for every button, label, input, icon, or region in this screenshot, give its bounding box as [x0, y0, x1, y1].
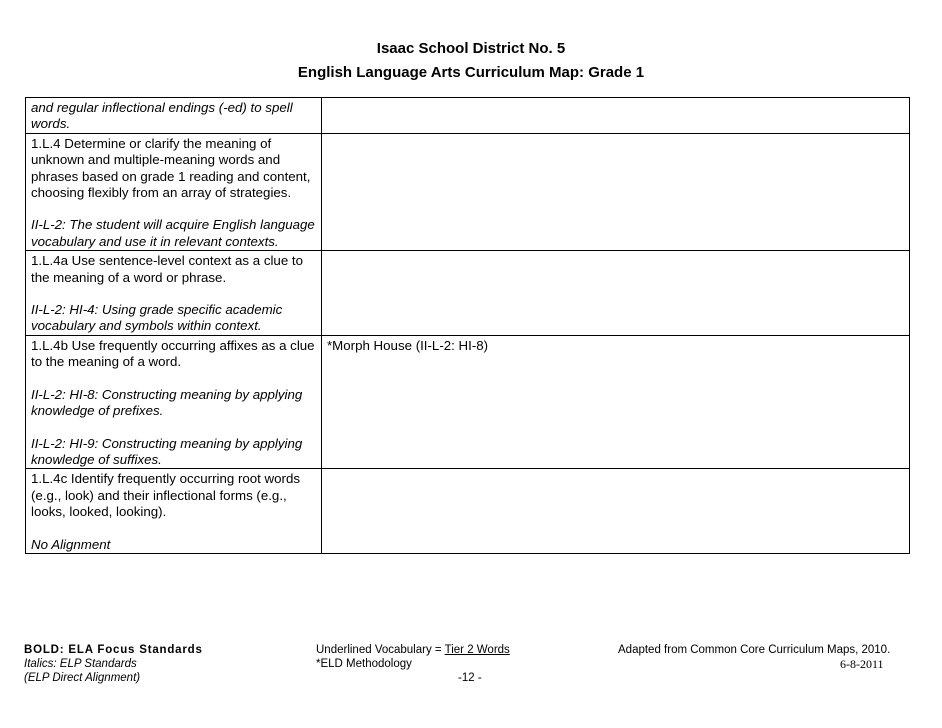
methodology-cell — [322, 251, 910, 336]
tier2-term: Tier 2 Words — [444, 644, 510, 656]
ela-standard-text: 1.L.4b Use frequently occurring affixes as a clue to the meaning of a word. — [31, 337, 315, 370]
footer-italics-legend: Italics: ELP Standards — [24, 658, 137, 670]
table-row — [26, 251, 910, 336]
footer-date: 6-8-2011 — [840, 657, 884, 671]
standard-cell — [26, 251, 322, 336]
table-row — [26, 133, 910, 250]
standard-cell — [26, 335, 322, 468]
paragraph-gap — [31, 521, 317, 537]
methodology-cell — [322, 469, 910, 554]
table-row — [26, 98, 910, 134]
ela-standard-text: 1.L.4a Use sentence-level context as a clue to the meaning of a word or phrase. — [31, 253, 304, 285]
footer-elp-legend: (ELP Direct Alignment) — [24, 672, 141, 684]
elp-standard-text: II-L-2: HI-9: Constructing meaning by applying knowledge of suffixes. — [31, 435, 303, 467]
standard-cell — [26, 133, 322, 250]
standard-cell — [26, 98, 322, 134]
elp-standard-text: No Alignment — [31, 536, 111, 552]
district-title: Isaac School District No. 5 — [376, 40, 566, 57]
methodology-text: *Morph House (II-L-2: HI-8) — [327, 337, 489, 353]
elp-standard-text: and regular inflectional endings (-ed) to spell words. — [31, 100, 293, 132]
elp-standard-text: II-L-2: HI-4: Using grade specific academic vocabulary and symbols within context. — [31, 302, 283, 334]
methodology-cell — [322, 335, 910, 468]
footer-adapted-note: Adapted from Common Core Curriculum Maps, 2010. — [618, 644, 891, 656]
footer-bold-legend: BOLD: ELA Focus Standards — [24, 644, 203, 656]
footer-underlined-legend: Underlined Vocabulary = Tier 2 Words — [316, 644, 510, 656]
elp-standard-text: II-L-2: The student will acquire English language vocabulary and use it in relevant contexts. — [31, 217, 315, 249]
paragraph-gap — [31, 371, 317, 387]
ela-standard-text: 1.L.4 Determine or clarify the meaning of unknown and multiple-meaning words and phrases based on grade 1 reading and content, choosing flexibly from an array of strategies. — [31, 135, 311, 201]
paragraph-gap — [31, 420, 317, 436]
paragraph-gap — [31, 286, 317, 302]
standard-cell — [26, 469, 322, 554]
table-row — [26, 469, 910, 554]
curriculum-map-table — [25, 97, 910, 554]
methodology-cell — [322, 98, 910, 134]
footer-eld-legend: *ELD Methodology — [316, 658, 412, 670]
elp-standard-text: II-L-2: HI-8: Constructing meaning by applying knowledge of prefixes. — [31, 386, 303, 419]
page-number: -12 - — [458, 672, 482, 684]
paragraph-gap — [31, 201, 317, 217]
ela-standard-text: 1.L.4c Identify frequently occurring root words (e.g., look) and their inflectional forms (e.g., looks, looked, looking). — [31, 471, 301, 520]
curriculum-map-title: English Language Arts Curriculum Map: Grade 1 — [297, 64, 645, 81]
methodology-cell — [322, 133, 910, 250]
table-row — [26, 335, 910, 468]
